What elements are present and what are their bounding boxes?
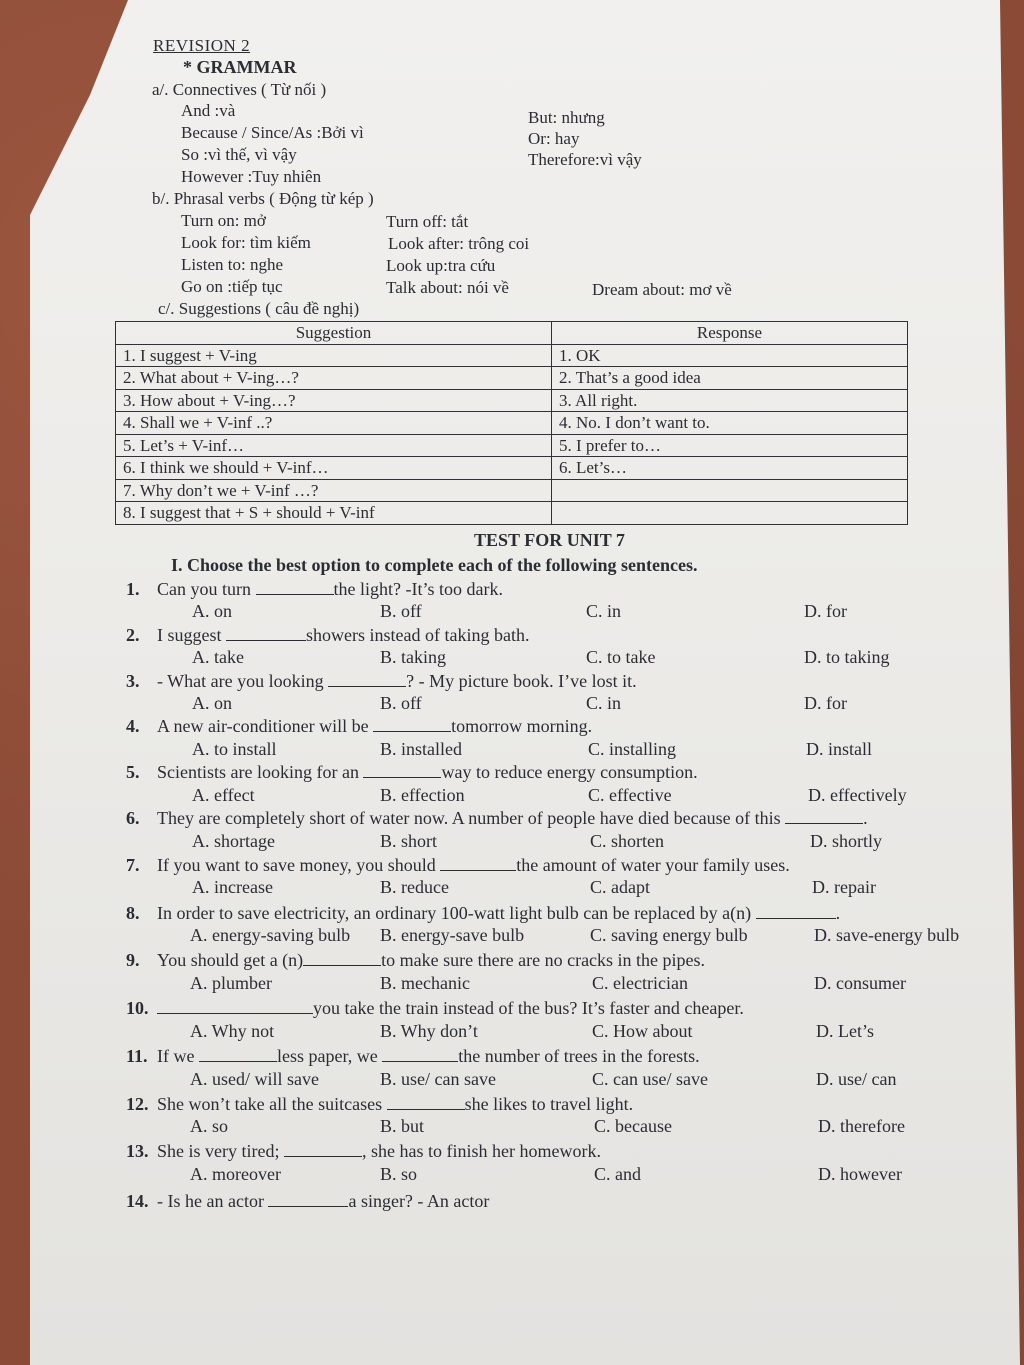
question-text: showers instead of taking bath. xyxy=(306,625,530,645)
phrasal-item: Dream about: mơ về xyxy=(592,280,732,299)
table-row xyxy=(116,412,908,435)
answer-option: B. off xyxy=(380,601,422,621)
column-header: Suggestion xyxy=(116,322,552,345)
question-number: 9. xyxy=(126,950,140,970)
answer-option: A. effect xyxy=(192,785,255,805)
answer-blank xyxy=(785,809,863,824)
answer-option: D. to taking xyxy=(804,647,890,667)
answer-blank xyxy=(235,999,313,1014)
question-item xyxy=(126,1141,601,1162)
answer-option: C. How about xyxy=(592,1021,693,1041)
phrasal-item: Talk about: nói về xyxy=(386,278,509,297)
connectives-heading: a/. Connectives ( Từ nối ) xyxy=(152,80,327,99)
table-row xyxy=(116,502,908,525)
question-text: you take the train instead of the bus? It’s faster and cheaper. xyxy=(313,998,744,1018)
answer-option: C. effective xyxy=(588,785,672,805)
answer-option: C. installing xyxy=(588,739,677,759)
answer-option: B. energy-save bulb xyxy=(380,925,525,945)
answer-blank xyxy=(440,856,516,871)
question-number: 12. xyxy=(126,1094,149,1114)
phrasal-item: Look for: tìm kiếm xyxy=(181,233,311,252)
answer-blank xyxy=(373,717,451,732)
grammar-heading: * GRAMMAR xyxy=(183,57,297,77)
question-text: tomorrow morning. xyxy=(451,716,593,736)
answer-option: D. install xyxy=(806,739,872,759)
question-number: 4. xyxy=(126,716,140,736)
answer-option: B. installed xyxy=(380,739,462,759)
answer-option: C. adapt xyxy=(590,877,650,897)
response-cell xyxy=(552,479,908,502)
question-item xyxy=(126,1046,700,1067)
phrasal-item: Go on :tiếp tục xyxy=(181,277,283,296)
answer-option: D. Let’s xyxy=(816,1021,874,1041)
connective-item: But: nhưng xyxy=(528,108,605,127)
question-item xyxy=(126,998,744,1019)
phrasal-item: Listen to: nghe xyxy=(181,255,283,274)
answer-option: B. off xyxy=(380,693,422,713)
response-cell: 1. OK xyxy=(552,344,908,367)
question-text: the number of trees in the forests. xyxy=(458,1046,700,1066)
answer-blank xyxy=(284,1142,362,1157)
question-item xyxy=(126,671,637,692)
table-row xyxy=(116,457,908,480)
question-text: . xyxy=(863,808,868,828)
connective-item: Or: hay xyxy=(528,129,580,148)
answer-blank xyxy=(256,580,334,595)
answer-option: D. shortly xyxy=(810,831,882,851)
question-text: the amount of water your family uses. xyxy=(516,855,790,875)
answer-option: B. mechanic xyxy=(380,973,470,993)
question-text: she likes to travel light. xyxy=(464,1094,634,1114)
phrasal-item: Turn off: tắt xyxy=(386,212,469,231)
phrasal-heading: b/. Phrasal verbs ( Động từ kép ) xyxy=(152,189,374,208)
answer-option: D. use/ can xyxy=(816,1069,897,1089)
section-instruction: I. Choose the best option to complete each of the following sentences. xyxy=(171,555,698,575)
answer-option: A. on xyxy=(192,601,232,621)
question-text: You should get a (n) xyxy=(157,950,304,970)
answer-option: D. repair xyxy=(812,877,876,897)
answer-blank xyxy=(268,1192,348,1207)
suggestions-heading: c/. Suggestions ( câu đề nghị) xyxy=(158,299,360,318)
question-text: - Is he an actor xyxy=(157,1191,269,1211)
answer-blank xyxy=(756,904,836,919)
table-row xyxy=(116,389,908,412)
revision-title: REVISION 2 xyxy=(153,36,251,55)
answer-option: A. to install xyxy=(192,739,277,759)
question-text: She is very tired; xyxy=(157,1141,284,1161)
question-text: She won’t take all the suitcases xyxy=(157,1094,387,1114)
question-text: the light? -It’s too dark. xyxy=(333,579,503,599)
question-text: They are completely short of water now. A number of people have died because of this xyxy=(157,808,786,828)
answer-option: D. effectively xyxy=(808,785,907,805)
question-number: 14. xyxy=(126,1191,149,1211)
question-item xyxy=(126,855,790,876)
answer-option: C. can use/ save xyxy=(592,1069,708,1089)
answer-option: A. used/ will save xyxy=(190,1069,319,1089)
question-number: 3. xyxy=(126,671,140,691)
answer-option: D. consumer xyxy=(814,973,906,993)
answer-option: C. saving energy bulb xyxy=(590,925,748,945)
answer-option: A. moreover xyxy=(190,1164,281,1184)
answer-option: D. however xyxy=(818,1164,902,1184)
answer-blank xyxy=(328,672,406,687)
answer-option: A. energy-saving bulb xyxy=(190,925,351,945)
answer-blank xyxy=(363,763,441,778)
test-title: TEST FOR UNIT 7 xyxy=(474,530,625,550)
question-text: way to reduce energy consumption. xyxy=(441,762,698,782)
response-cell: 3. All right. xyxy=(552,389,908,412)
answer-option: C. in xyxy=(586,693,622,713)
table-row xyxy=(116,479,908,502)
answer-option: B. Why don’t xyxy=(380,1021,478,1041)
question-number: 13. xyxy=(126,1141,149,1161)
connective-item: And :và xyxy=(181,101,236,120)
answer-option: A. increase xyxy=(192,877,273,897)
question-text: - What are you looking xyxy=(157,671,329,691)
question-text: I suggest xyxy=(157,625,226,645)
table-row xyxy=(116,344,908,367)
answer-option: B. use/ can save xyxy=(380,1069,496,1089)
table-header-row xyxy=(116,322,908,345)
answer-option: C. shorten xyxy=(590,831,664,851)
suggestion-cell: 6. I think we should + V-inf… xyxy=(116,457,552,480)
answer-blank xyxy=(157,999,235,1014)
question-item xyxy=(126,716,592,737)
connective-item: Therefore:vì vậy xyxy=(528,150,642,169)
column-header: Response xyxy=(552,322,908,345)
answer-option: A. plumber xyxy=(190,973,272,993)
question-text: A new air-conditioner will be xyxy=(157,716,374,736)
table-row xyxy=(116,434,908,457)
question-item xyxy=(126,950,705,971)
answer-blank xyxy=(303,951,381,966)
answer-option: C. electrician xyxy=(592,973,688,993)
answer-option: A. on xyxy=(192,693,232,713)
suggestions-table xyxy=(115,321,908,525)
question-text: Can you turn xyxy=(157,579,256,599)
answer-option: D. save-energy bulb xyxy=(814,925,960,945)
phrasal-item: Look up:tra cứu xyxy=(386,256,496,275)
question-item xyxy=(126,808,868,829)
suggestion-cell: 5. Let’s + V-inf… xyxy=(116,434,552,457)
suggestion-cell: 8. I suggest that + S + should + V-inf xyxy=(116,502,552,525)
response-cell: 6. Let’s… xyxy=(552,457,908,480)
table-row xyxy=(116,367,908,390)
question-number: 8. xyxy=(126,903,140,923)
question-number: 11. xyxy=(126,1046,148,1066)
question-number: 5. xyxy=(126,762,140,782)
answer-option: A. shortage xyxy=(192,831,275,851)
question-text: Scientists are looking for an xyxy=(157,762,364,782)
question-number: 10. xyxy=(126,998,149,1018)
answer-option: B. taking xyxy=(380,647,446,667)
answer-option: D. for xyxy=(804,693,847,713)
question-text: If you want to save money, you should xyxy=(157,855,441,875)
question-item xyxy=(126,903,840,924)
answer-option: A. take xyxy=(192,647,244,667)
response-cell: 2. That’s a good idea xyxy=(552,367,908,390)
suggestion-cell: 1. I suggest + V-ing xyxy=(116,344,552,367)
answer-option: D. for xyxy=(804,601,847,621)
answer-option: B. reduce xyxy=(380,877,449,897)
question-text: less paper, we xyxy=(276,1046,383,1066)
question-number: 6. xyxy=(126,808,140,828)
answer-option: C. and xyxy=(594,1164,641,1184)
question-number: 2. xyxy=(126,625,140,645)
question-text: a singer? - An actor xyxy=(348,1191,490,1211)
answer-option: B. so xyxy=(380,1164,418,1184)
answer-option: A. Why not xyxy=(190,1021,275,1041)
suggestion-cell: 2. What about + V-ing…? xyxy=(116,367,552,390)
answer-option: C. in xyxy=(586,601,622,621)
answer-option: B. but xyxy=(380,1116,425,1136)
response-cell: 4. No. I don’t want to. xyxy=(552,412,908,435)
phrasal-item: Turn on: mở xyxy=(181,211,266,230)
connective-item: Because / Since/As :Bởi vì xyxy=(181,123,364,142)
response-cell xyxy=(552,502,908,525)
question-item xyxy=(126,1094,633,1115)
response-cell: 5. I prefer to… xyxy=(552,434,908,457)
answer-option: B. short xyxy=(380,831,438,851)
answer-blank xyxy=(382,1047,458,1062)
question-text: . xyxy=(835,903,841,923)
question-text: to make sure there are no cracks in the pipes. xyxy=(381,950,706,970)
connective-item: However :Tuy nhiên xyxy=(181,167,322,186)
question-item xyxy=(126,762,698,783)
answer-blank xyxy=(226,626,306,641)
question-number: 1. xyxy=(126,579,140,599)
question-text: ? - My picture book. I’ve lost it. xyxy=(406,671,637,691)
answer-option: C. to take xyxy=(586,647,656,667)
answer-option: A. so xyxy=(190,1116,229,1136)
suggestion-cell: 3. How about + V-ing…? xyxy=(116,389,552,412)
answer-option: D. therefore xyxy=(818,1116,905,1136)
suggestion-cell: 7. Why don’t we + V-inf …? xyxy=(116,479,552,502)
question-text: , she has to finish her homework. xyxy=(361,1141,601,1161)
answer-option: C. because xyxy=(594,1116,672,1136)
question-item xyxy=(126,579,503,600)
answer-blank xyxy=(387,1095,465,1110)
phrasal-item: Look after: trông coi xyxy=(388,234,530,253)
question-number: 7. xyxy=(126,855,140,875)
question-item xyxy=(126,625,529,646)
question-item xyxy=(126,1191,489,1212)
question-text: If we xyxy=(157,1046,199,1066)
answer-option: B. effection xyxy=(380,785,465,805)
question-text: In order to save electricity, an ordinary 100-watt light bulb can be replaced by a(n) xyxy=(157,903,756,923)
answer-blank xyxy=(199,1047,277,1062)
suggestion-cell: 4. Shall we + V-inf ..? xyxy=(116,412,552,435)
connective-item: So :vì thế, vì vậy xyxy=(181,145,297,164)
